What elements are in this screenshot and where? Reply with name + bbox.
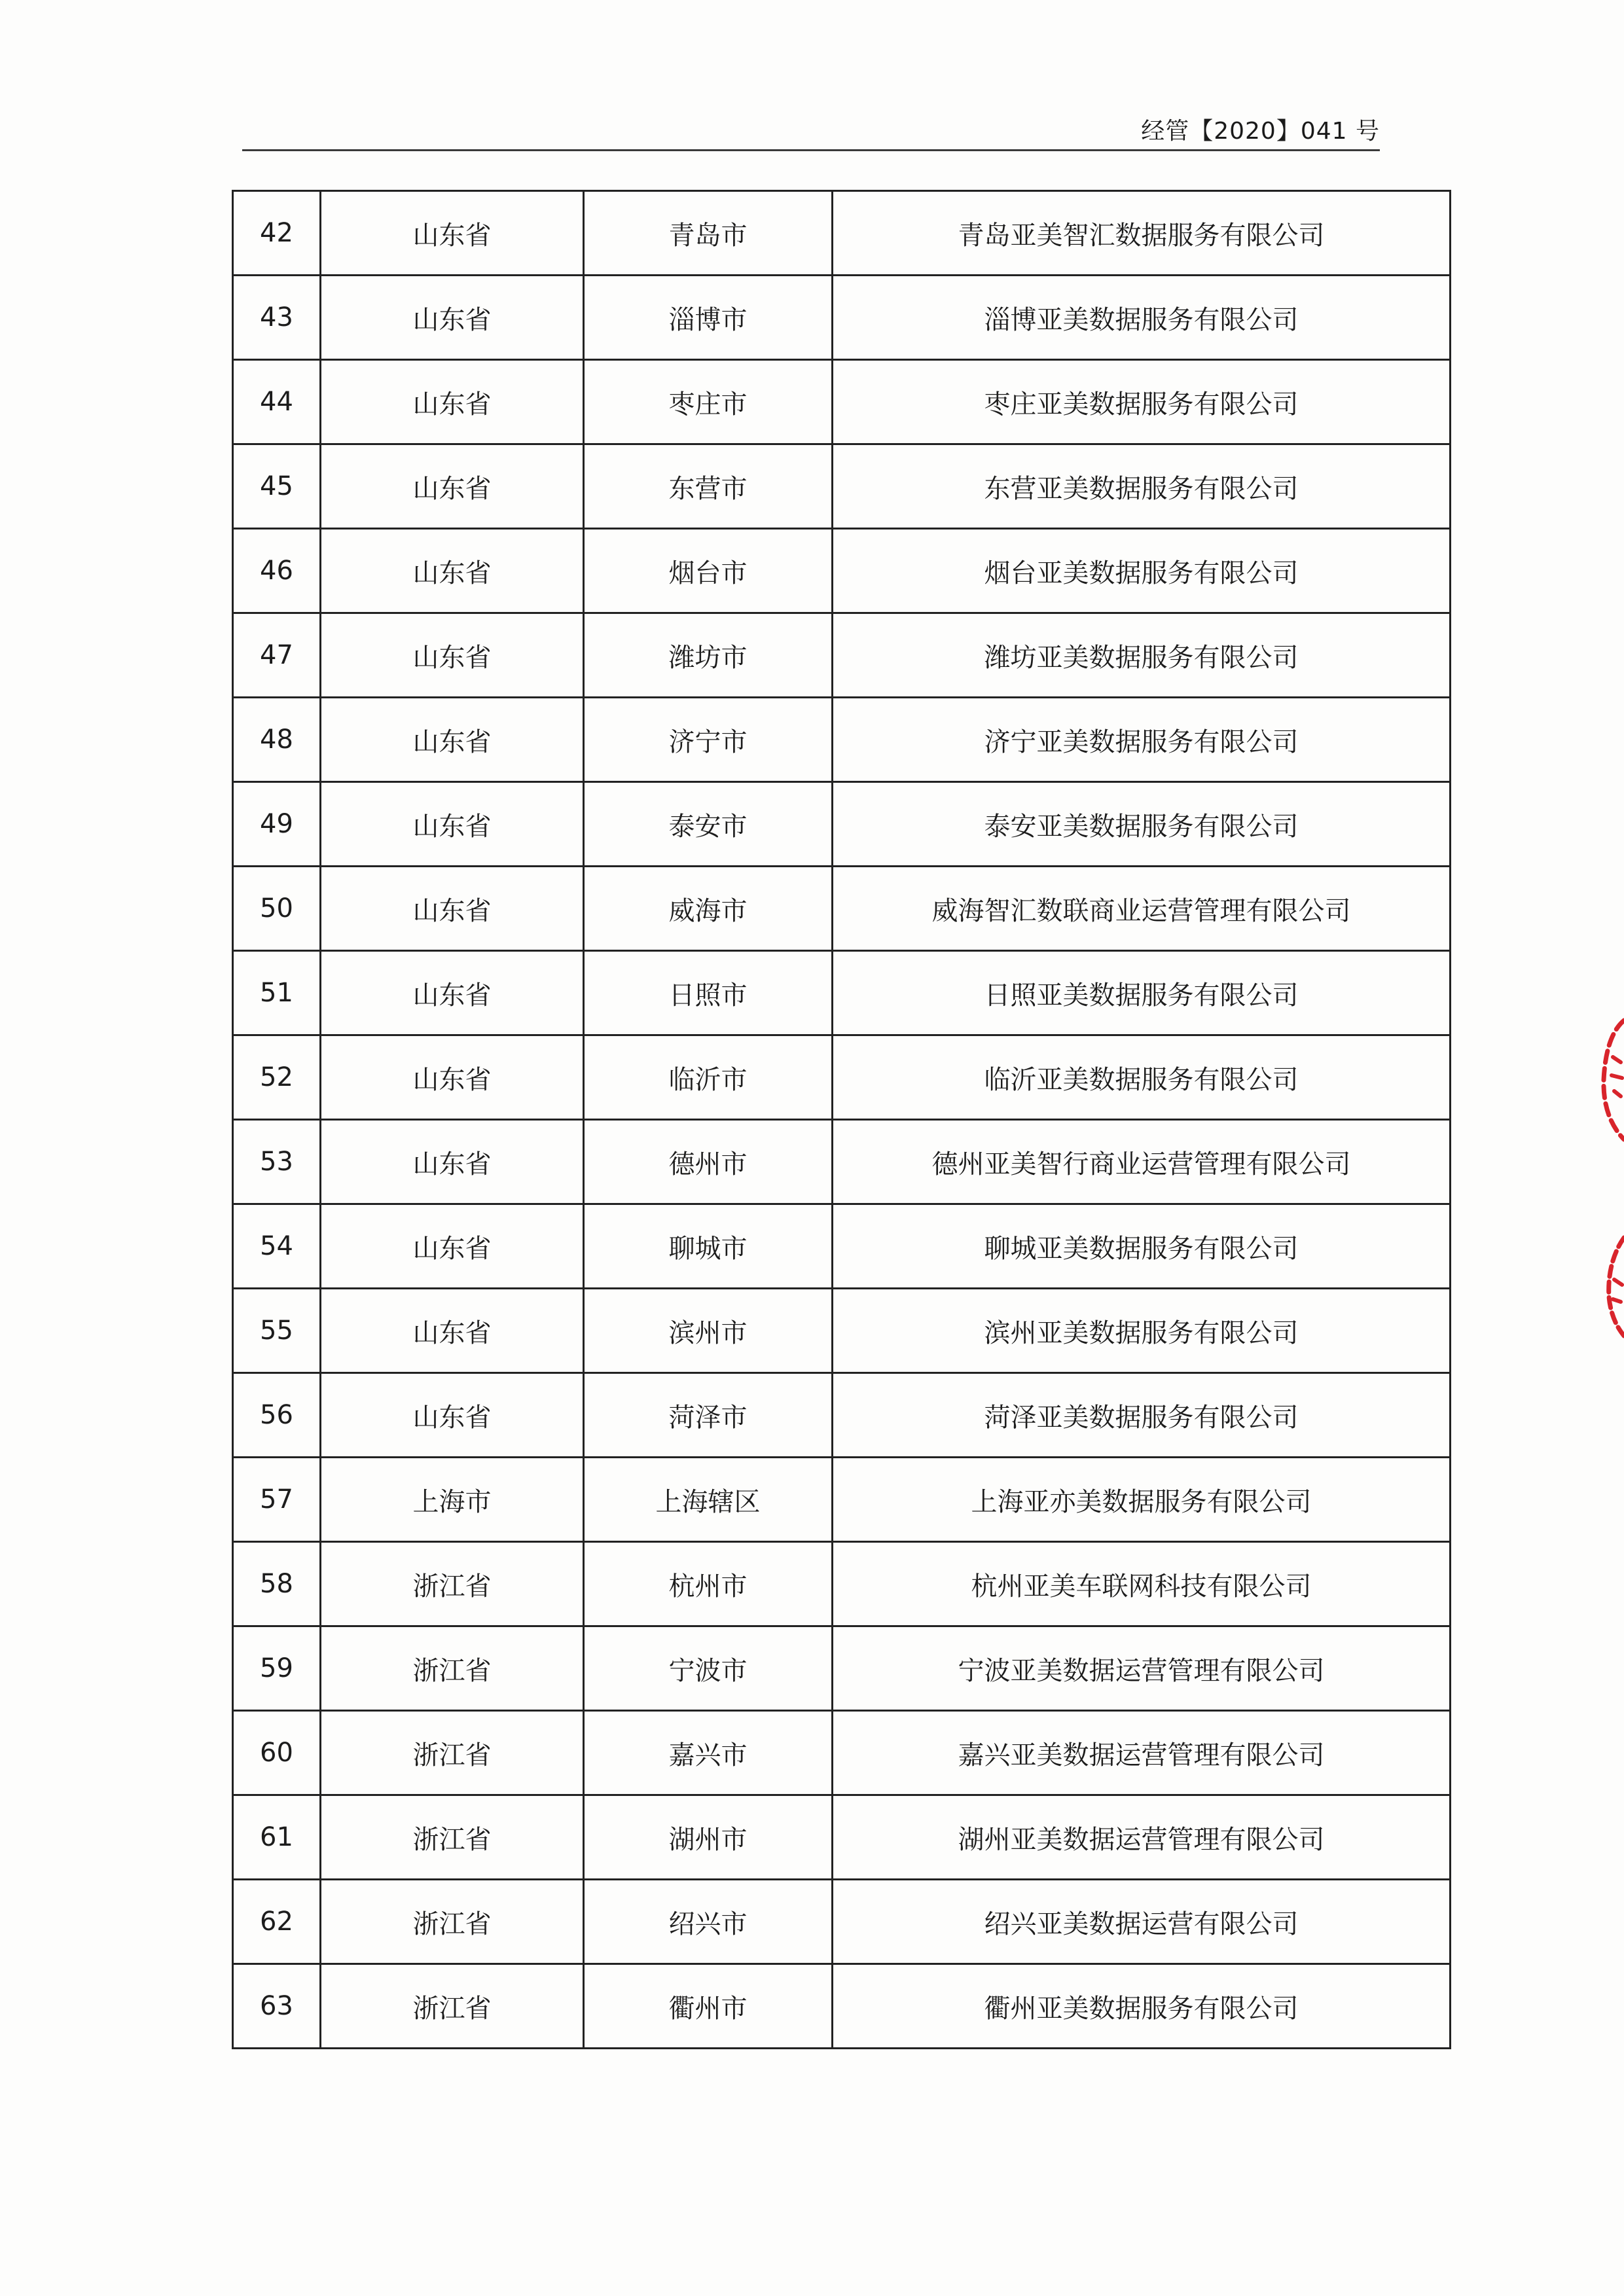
company-name-cell: 湖州亚美数据运营管理有限公司 (833, 1795, 1451, 1880)
city-cell: 滨州市 (584, 1289, 833, 1373)
row-number-cell: 45 (233, 444, 321, 529)
company-name-cell: 日照亚美数据服务有限公司 (833, 951, 1451, 1035)
page-header (242, 105, 1380, 151)
table-row (233, 1373, 1451, 1458)
seal-fragment-lower (1597, 1234, 1624, 1338)
province-cell: 浙江省 (321, 1542, 584, 1626)
company-name-cell: 济宁亚美数据服务有限公司 (833, 698, 1451, 782)
company-name-cell: 东营亚美数据服务有限公司 (833, 444, 1451, 529)
company-name-cell: 德州亚美智行商业运营管理有限公司 (833, 1120, 1451, 1204)
province-cell: 山东省 (321, 782, 584, 867)
city-cell: 潍坊市 (584, 613, 833, 698)
company-name-cell: 烟台亚美数据服务有限公司 (833, 529, 1451, 613)
province-cell: 山东省 (321, 951, 584, 1035)
city-cell: 宁波市 (584, 1626, 833, 1711)
table-row (233, 360, 1451, 444)
city-cell: 上海辖区 (584, 1458, 833, 1542)
table-row (233, 276, 1451, 360)
city-cell: 烟台市 (584, 529, 833, 613)
city-cell: 枣庄市 (584, 360, 833, 444)
province-cell: 山东省 (321, 867, 584, 951)
table-row (233, 951, 1451, 1035)
province-cell: 浙江省 (321, 1964, 584, 2049)
document-number: 经管【2020】041 号 (1141, 118, 1380, 145)
company-name-cell: 滨州亚美数据服务有限公司 (833, 1289, 1451, 1373)
province-cell: 山东省 (321, 613, 584, 698)
table-row (233, 1204, 1451, 1289)
city-cell: 临沂市 (584, 1035, 833, 1120)
table-row (233, 191, 1451, 276)
company-name-cell: 青岛亚美智汇数据服务有限公司 (833, 191, 1451, 276)
row-number-cell: 48 (233, 698, 321, 782)
table-row (233, 1120, 1451, 1204)
city-cell: 湖州市 (584, 1795, 833, 1880)
row-number-cell: 61 (233, 1795, 321, 1880)
seal-stroke-lower-a (1613, 1280, 1622, 1302)
province-cell: 山东省 (321, 1204, 584, 1289)
seal-stroke-upper-a (1612, 1057, 1622, 1096)
province-cell: 山东省 (321, 444, 584, 529)
table-row (233, 867, 1451, 951)
company-name-cell: 宁波亚美数据运营管理有限公司 (833, 1626, 1451, 1711)
province-cell: 山东省 (321, 1120, 584, 1204)
province-cell: 浙江省 (321, 1626, 584, 1711)
city-cell: 泰安市 (584, 782, 833, 867)
city-cell: 东营市 (584, 444, 833, 529)
row-number-cell: 58 (233, 1542, 321, 1626)
table-row (233, 1542, 1451, 1626)
row-number-cell: 55 (233, 1289, 321, 1373)
company-name-cell: 威海智汇数联商业运营管理有限公司 (833, 867, 1451, 951)
table-row (233, 529, 1451, 613)
company-name-cell: 绍兴亚美数据运营有限公司 (833, 1880, 1451, 1964)
province-cell: 山东省 (321, 191, 584, 276)
row-number-cell: 62 (233, 1880, 321, 1964)
table-row (233, 1711, 1451, 1795)
seal-fragment-upper (1597, 1018, 1624, 1142)
company-name-cell: 衢州亚美数据服务有限公司 (833, 1964, 1451, 2049)
table-row (233, 1626, 1451, 1711)
city-cell: 济宁市 (584, 698, 833, 782)
seal-arc-upper (1604, 1020, 1624, 1139)
company-table-body (233, 191, 1451, 2049)
table-row (233, 444, 1451, 529)
city-cell: 青岛市 (584, 191, 833, 276)
company-name-cell: 杭州亚美车联网科技有限公司 (833, 1542, 1451, 1626)
company-table (232, 190, 1451, 2049)
city-cell: 日照市 (584, 951, 833, 1035)
city-cell: 杭州市 (584, 1542, 833, 1626)
province-cell: 浙江省 (321, 1711, 584, 1795)
row-number-cell: 53 (233, 1120, 321, 1204)
province-cell: 山东省 (321, 698, 584, 782)
row-number-cell: 54 (233, 1204, 321, 1289)
city-cell: 聊城市 (584, 1204, 833, 1289)
province-cell: 山东省 (321, 276, 584, 360)
company-name-cell: 嘉兴亚美数据运营管理有限公司 (833, 1711, 1451, 1795)
province-cell: 浙江省 (321, 1880, 584, 1964)
row-number-cell: 44 (233, 360, 321, 444)
table-row (233, 1795, 1451, 1880)
province-cell: 山东省 (321, 529, 584, 613)
province-cell: 山东省 (321, 1373, 584, 1458)
province-cell: 山东省 (321, 1035, 584, 1120)
province-cell: 山东省 (321, 1289, 584, 1373)
row-number-cell: 47 (233, 613, 321, 698)
row-number-cell: 52 (233, 1035, 321, 1120)
city-cell: 德州市 (584, 1120, 833, 1204)
company-name-cell: 菏泽亚美数据服务有限公司 (833, 1373, 1451, 1458)
row-number-cell: 49 (233, 782, 321, 867)
row-number-cell: 56 (233, 1373, 321, 1458)
company-name-cell: 泰安亚美数据服务有限公司 (833, 782, 1451, 867)
table-row (233, 1035, 1451, 1120)
city-cell: 威海市 (584, 867, 833, 951)
table-row (233, 1458, 1451, 1542)
row-number-cell: 51 (233, 951, 321, 1035)
row-number-cell: 63 (233, 1964, 321, 2049)
company-name-cell: 聊城亚美数据服务有限公司 (833, 1204, 1451, 1289)
company-name-cell: 潍坊亚美数据服务有限公司 (833, 613, 1451, 698)
table-row (233, 1289, 1451, 1373)
table-row (233, 1964, 1451, 2049)
company-name-cell: 枣庄亚美数据服务有限公司 (833, 360, 1451, 444)
province-cell: 上海市 (321, 1458, 584, 1542)
city-cell: 嘉兴市 (584, 1711, 833, 1795)
row-number-cell: 57 (233, 1458, 321, 1542)
row-number-cell: 42 (233, 191, 321, 276)
city-cell: 衢州市 (584, 1964, 833, 2049)
company-name-cell: 临沂亚美数据服务有限公司 (833, 1035, 1451, 1120)
table-row (233, 1880, 1451, 1964)
city-cell: 绍兴市 (584, 1880, 833, 1964)
company-name-cell: 上海亚亦美数据服务有限公司 (833, 1458, 1451, 1542)
company-name-cell: 淄博亚美数据服务有限公司 (833, 276, 1451, 360)
row-number-cell: 50 (233, 867, 321, 951)
row-number-cell: 43 (233, 276, 321, 360)
table-row (233, 782, 1451, 867)
city-cell: 淄博市 (584, 276, 833, 360)
row-number-cell: 60 (233, 1711, 321, 1795)
province-cell: 浙江省 (321, 1795, 584, 1880)
row-number-cell: 46 (233, 529, 321, 613)
table-row (233, 698, 1451, 782)
province-cell: 山东省 (321, 360, 584, 444)
seal-arc-lower (1609, 1238, 1624, 1336)
table-row (233, 613, 1451, 698)
city-cell: 菏泽市 (584, 1373, 833, 1458)
row-number-cell: 59 (233, 1626, 321, 1711)
